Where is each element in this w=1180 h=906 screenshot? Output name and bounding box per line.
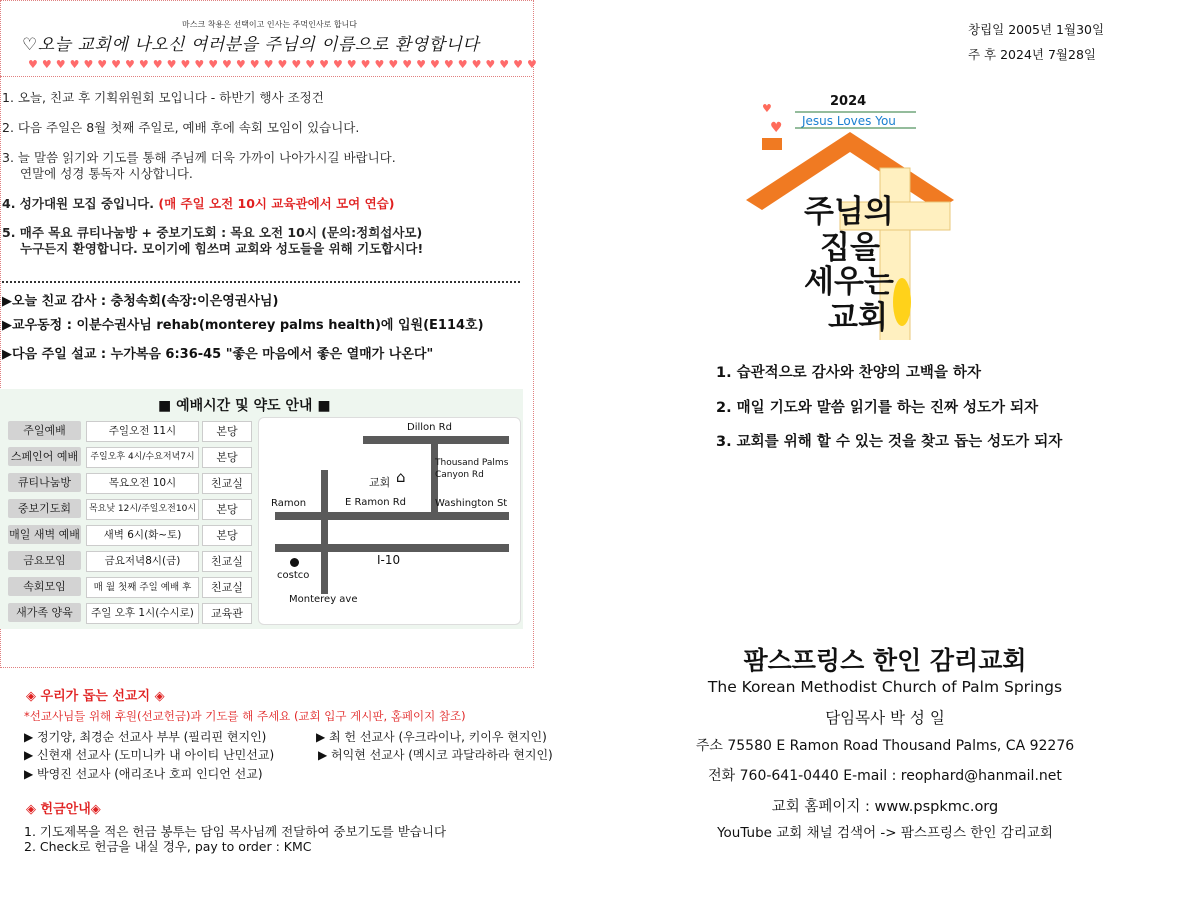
schedule-time: 주일오전 11시 [86,421,199,442]
schedule-time: 주일오후 4시/수요저녁7시 [86,447,199,468]
schedule-section [0,389,523,629]
svg-text:♥: ♥ [770,120,783,136]
map-label-thousand-palms: Thousand Palms [435,458,509,468]
logo-line-2: 집을 [820,230,880,266]
missionary-item: ▶ 신현재 선교사 (도미니카 내 아이티 난민선교) [24,748,275,762]
divider-line [2,281,520,283]
notice-3-cont: 연말에 성경 통독자 시상합니다. [20,166,193,181]
logo-line-3: 세우는 [804,264,894,300]
notice-1: 1. 오늘, 친교 후 기획위원회 모입니다 - 하반기 행사 조정건 [2,90,324,105]
left-panel [0,0,541,668]
map-label-dillon: Dillon Rd [407,422,452,433]
missionary-item: ▶ 박영진 선교사 (애리조나 호피 인디언 선교) [24,767,263,781]
map-label-e-ramon: E Ramon Rd [345,497,407,508]
church-name-ko: 팜스프링스 한인 감리교회 [743,646,1027,675]
schedule-time: 금요저녁8시(금) [86,551,199,572]
thanks-announcement: ▶오늘 친교 감사 : 충청속회(속장:이은영권사님) [2,294,279,309]
schedule-label: 금요모임 [8,551,81,570]
schedule-time: 매 월 첫째 주일 예배 후 [86,577,199,598]
map-label-washington: Washington St [435,498,508,509]
notice-4 [2,196,394,212]
hearts-decoration: ♥♥♥♥♥♥♥♥♥♥♥♥♥♥♥♥♥♥♥♥♥♥♥♥♥♥♥♥♥♥♥♥♥♥♥♥♥ [28,58,541,71]
schedule-place: 친교실 [202,551,252,572]
vision-3: 3. 교회를 위해 할 수 있는 것을 찾고 돕는 성도가 되자 [716,434,1063,450]
notice-5-cont: 누구든지 환영합니다. 모이기에 힘쓰며 교회와 성도들을 위해 기도합시다! [20,241,424,256]
notice-4-text: 4. 성가대원 모집 중입니다. [2,196,155,211]
schedule-label: 매일 새벽 예배 [8,525,81,544]
missionary-item: ▶ 최 헌 선교사 (우크라이나, 키이우 현지인) [316,730,547,744]
notice-5: 5. 매주 목요 큐티나눔방 + 중보기도회 : 목요 오전 10시 (문의:정희섭사모) [2,225,423,240]
costco-marker-icon [290,558,299,567]
missionary-item: ▶ 정기양, 최경순 선교사 부부 (필리핀 현지인) [24,730,267,744]
location-map [258,417,521,625]
schedule-title: ■ 예배시간 및 약도 안내 ■ [158,398,331,414]
schedule-label: 큐티나눔방 [8,473,81,492]
logo-slogan: Jesus Loves You [802,114,896,128]
missionary-title: ◈ 우리가 돕는 선교지 ◈ [26,689,165,704]
schedule-time: 목요오전 10시 [86,473,199,494]
map-label-church: 교회 [369,476,391,489]
member-news: ▶교우동정 : 이분수권사님 rehab(monterey palms health)에 입원(E114호) [2,318,484,333]
mask-note: 마스크 착용은 선택이고 인사는 주먹인사로 합니다 [182,20,358,29]
vision-1: 1. 습관적으로 감사와 찬양의 고백을 하자 [716,365,981,381]
offering-item: 1. 기도제목을 적은 헌금 봉투는 담임 목사님께 전달하여 중보기도를 받습니다 [24,824,447,839]
schedule-place: 교육관 [202,603,252,624]
church-address: 주소 75580 E Ramon Road Thousand Palms, CA 92276 [695,738,1075,754]
youtube-channel: YouTube 교회 채널 검색어 -> 팜스프링스 한인 감리교회 [717,825,1053,841]
map-label-monterey: Monterey ave [289,594,358,605]
schedule-time: 목요낮 12시/주일오전10시 [86,499,199,520]
svg-text:♥: ♥ [762,102,772,115]
schedule-place: 친교실 [202,473,252,494]
schedule-label: 주일예배 [8,421,81,440]
schedule-label: 새가족 양육 [8,603,81,622]
road-i10 [275,544,509,552]
founded-date: 창립일 2005년 1월30일 [968,22,1105,37]
schedule-place: 본당 [202,421,252,442]
next-sermon: ▶다음 주일 설교 : 누가복음 6:36-45 "좋은 마음에서 좋은 열매가 나온다" [2,347,434,362]
schedule-place: 친교실 [202,577,252,598]
schedule-place: 본당 [202,499,252,520]
missionary-note: *선교사님들 위해 후원(선교헌금)과 기도를 해 주세요 (교회 입구 게시판, 홈페이지 참조) [24,709,466,723]
offering-title: ◈ 헌금안내◈ [26,802,101,817]
schedule-time: 새벽 6시(화~토) [86,525,199,546]
notice-4-red: (매 주일 오전 10시 교육관에서 모여 연습) [158,196,395,211]
logo-line-1: 주님의 [804,194,894,230]
road-dillon [363,436,509,444]
schedule-label: 속회모임 [8,577,81,596]
week-date: 주 후 2024년 7월28일 [968,47,1096,62]
schedule-label: 스페인어 예배 [8,447,81,466]
pastor-name: 담임목사 박 성 일 [825,709,945,727]
church-homepage[interactable]: 교회 홈페이지 : www.pspkmc.org [771,799,999,815]
schedule-time: 주일 오후 1시(수시로) [86,603,199,624]
map-label-costco: costco [277,570,310,581]
road-ramon [275,512,509,520]
missionary-item: ▶ 허익현 선교사 (멕시코 과달라하라 현지인) [318,748,553,762]
church-logo [740,90,1000,340]
logo-year: 2024 [830,94,867,109]
schedule-place: 본당 [202,447,252,468]
offering-item: 2. Check로 헌금을 내실 경우, pay to order : KMC [24,839,312,854]
vision-2: 2. 매일 기도와 말씀 읽기를 하는 진짜 성도가 되자 [716,400,1039,416]
schedule-label: 중보기도회 [8,499,81,518]
road-monterey [321,470,328,594]
notice-2: 2. 다음 주일은 8월 첫째 주일로, 예배 후에 속회 모임이 있습니다. [2,120,360,135]
notice-3: 3. 늘 말씀 읽기와 기도를 통해 주님께 더욱 가까이 나아가시길 바랍니다. [2,150,396,165]
schedule-place: 본당 [202,525,252,546]
logo-line-4: 교회 [828,300,888,336]
map-label-ramon: Ramon [271,498,307,509]
church-icon: ⌂ [396,468,406,486]
welcome-box [0,0,541,77]
map-label-i10: I-10 [377,553,401,567]
church-contact: 전화 760-641-0440 E-mail : reophard@hanmail.net [708,768,1062,784]
map-label-canyon: Canyon Rd [435,470,484,480]
church-name-en: The Korean Methodist Church of Palm Springs [707,678,1063,696]
welcome-message: ♡오늘 교회에 나오신 여러분을 주님의 이름으로 환영합니다 [22,35,480,55]
